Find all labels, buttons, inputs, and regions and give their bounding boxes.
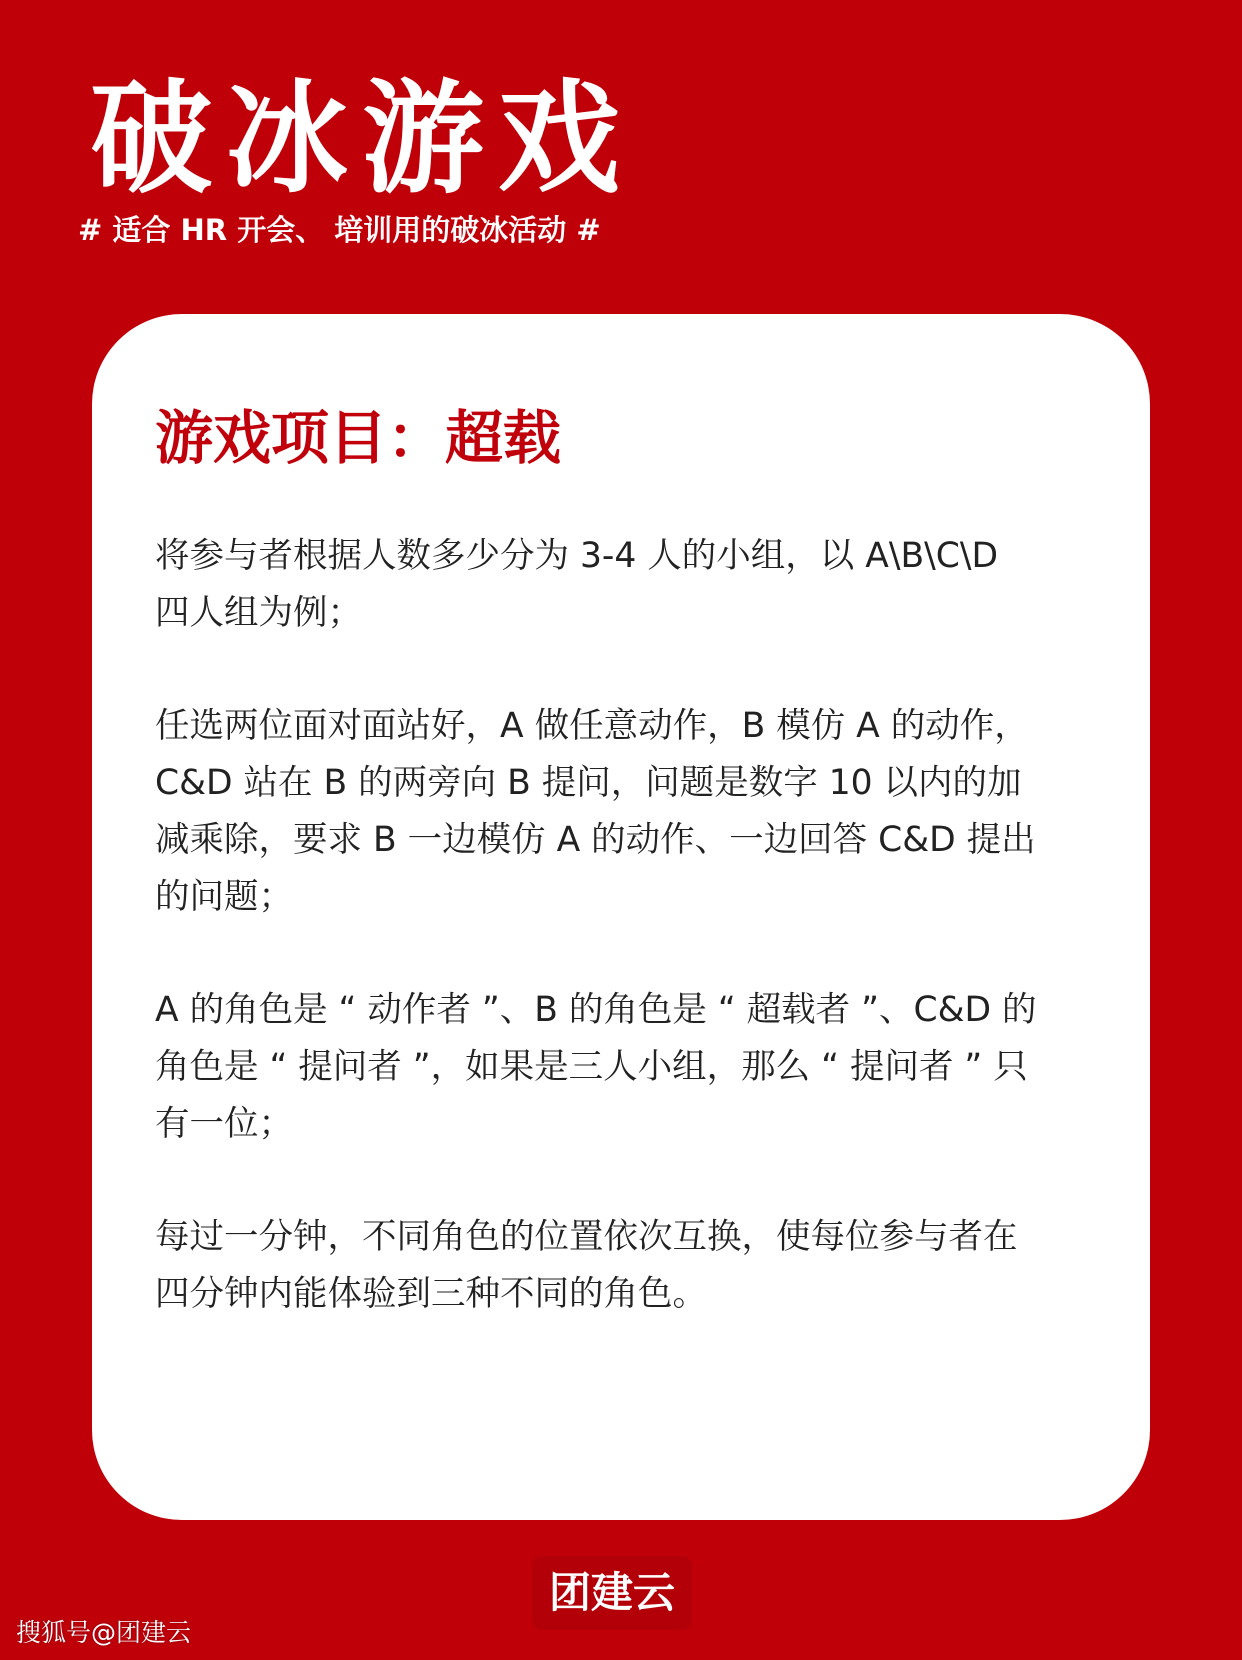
text-line: 有一位； [155, 1104, 293, 1144]
text-line: 将参与者根据人数多少分为 3-4 人的小组，以 A\B\C\D [155, 536, 999, 576]
paragraph-rotation [155, 1209, 1099, 1323]
source-watermark: 搜狐号@团建云 [16, 1618, 192, 1647]
text-line: 的问题； [155, 877, 293, 917]
game-description [155, 528, 1099, 1379]
text-line: 角色是 “ 提问者 ”，如果是三人小组，那么 “ 提问者 ” 只 [155, 1047, 1028, 1087]
text-line: 减乘除，要求 B 一边模仿 A 的动作、一边回答 C&D 提出 [155, 820, 1036, 860]
paragraph-rules [155, 698, 1099, 926]
content-card [92, 314, 1150, 1520]
text-line: A 的角色是 “ 动作者 ”、B 的角色是 “ 超载者 ”、C&D 的 [155, 990, 1037, 1030]
game-title: 游戏项目：超载 [155, 404, 562, 472]
text-line: 每过一分钟，不同角色的位置依次互换，使每位参与者在 [155, 1217, 1018, 1257]
text-line: 四人组为例； [155, 593, 362, 633]
paragraph-grouping [155, 528, 1099, 642]
text-line: 任选两位面对面站好，A 做任意动作，B 模仿 A 的动作， [155, 706, 1029, 746]
text-line: C&D 站在 B 的两旁向 B 提问，问题是数字 10 以内的加 [155, 763, 1022, 803]
page-title: 破冰游戏 [90, 68, 634, 210]
subtitle-hashtag: # 适合 HR 开会、 培训用的破冰活动 # [78, 213, 601, 247]
brand-logo: 团建云 [532, 1556, 692, 1630]
text-line: 四分钟内能体验到三种不同的角色。 [155, 1274, 707, 1314]
paragraph-roles [155, 982, 1099, 1153]
